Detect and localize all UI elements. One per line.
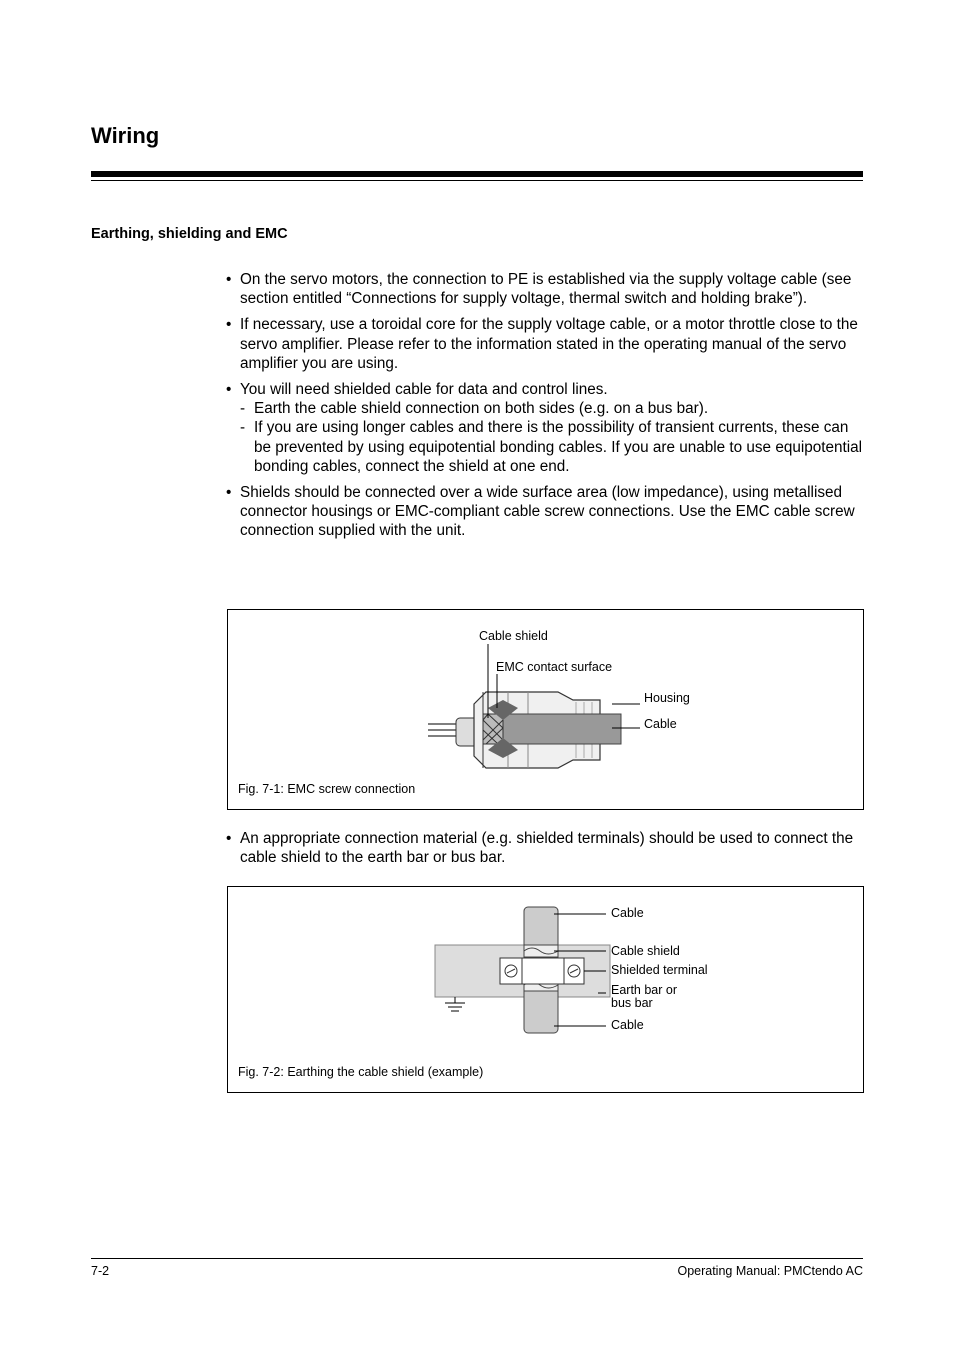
bullet-text: An appropriate connection material (e.g. shielded terminals) should be used to connect the cable shield to the earth bar or bus bar. — [240, 830, 854, 867]
bullet-list — [226, 270, 866, 548]
bullet-item — [226, 270, 866, 308]
bullet-item — [226, 829, 866, 867]
label-earth-bar-line2: bus bar — [611, 996, 653, 1010]
label-cable-top: Cable — [611, 906, 644, 920]
bullet-text: You will need shielded cable for data and control lines. — [240, 381, 608, 399]
label-cable-bottom: Cable — [611, 1018, 644, 1032]
title-rule-thick — [91, 171, 863, 177]
bullet-item — [226, 315, 866, 373]
figure-earthing-cable-shield — [227, 886, 864, 1093]
figure-caption: Fig. 7-1: EMC screw connection — [238, 782, 416, 796]
label-earth-bar-line1: Earth bar or — [611, 983, 678, 997]
bullet-text: Shields should be connected over a wide surface area (low impedance), using metallised connector housings or EMC-compliant cable screw connections. Use the EMC cable screw connection supplied with the unit. — [240, 484, 855, 540]
footer-rule — [91, 1258, 863, 1259]
manual-title: Operating Manual: PMCtendo AC — [677, 1264, 863, 1278]
bullet-text: On the servo motors, the connection to PE is established via the supply voltage cable (see section entitled “Connections for supply voltage, thermal switch and holding brake”). — [240, 271, 852, 308]
page-number: 7-2 — [91, 1264, 110, 1278]
label-cable-shield: Cable shield — [611, 944, 680, 958]
sub-item: - Earth the cable shield connection on both sides (e.g. on a bus bar). — [240, 399, 866, 418]
label-cable-shield: Cable shield — [479, 629, 548, 643]
label-housing: Housing — [644, 691, 690, 705]
earthing-diagram — [228, 887, 863, 1092]
title-rule-thin — [91, 180, 863, 181]
bullet-list — [226, 829, 866, 874]
label-cable: Cable — [644, 717, 677, 731]
sub-item: - If you are using longer cables and there is the possibility of transient currents, these can be prevented by using equipotential bonding cables. If you are unable to use equipotential bonding cables, connect the shield at one end. — [240, 418, 866, 476]
section-heading: Earthing, shielding and EMC — [91, 226, 288, 242]
figure-caption: Fig. 7-2: Earthing the cable shield (example) — [238, 1065, 484, 1079]
label-emc-contact-surface: EMC contact surface — [496, 660, 613, 674]
bullet-item — [226, 483, 866, 541]
bullet-text: If necessary, use a toroidal core for the supply voltage cable, or a motor throttle close to the servo amplifier. Please refer to the information stated in the operating manual of the servo amplifier you are using. — [240, 316, 858, 372]
label-shielded-terminal: Shielded terminal — [611, 963, 708, 977]
bullet-item — [226, 380, 866, 476]
figure-emc-screw-connection — [227, 609, 864, 810]
page-title: Wiring — [91, 123, 160, 148]
